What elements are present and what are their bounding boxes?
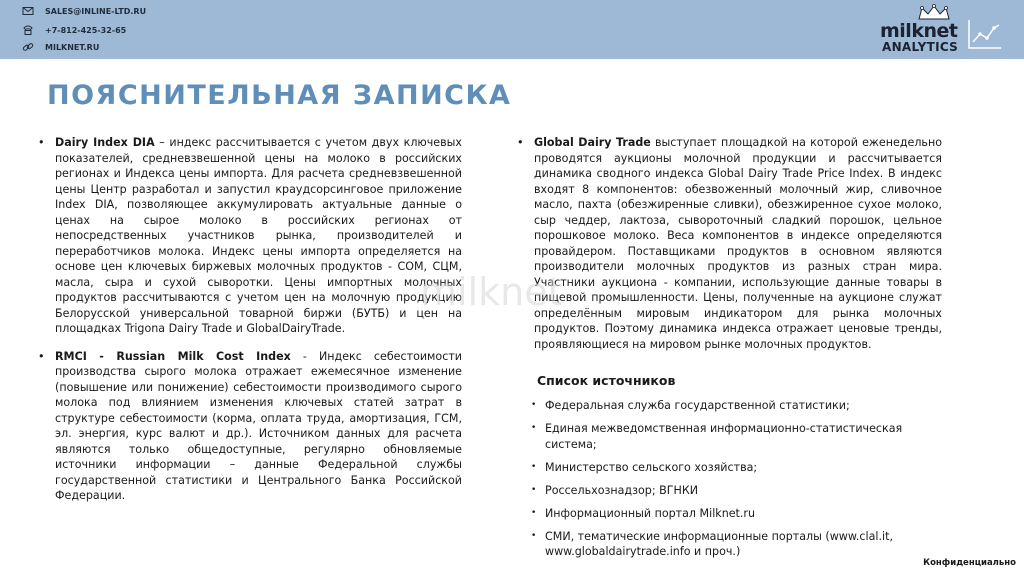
source-item: [531, 529, 951, 560]
milknet-logo[interactable]: [868, 4, 1018, 56]
sources-list: [531, 398, 951, 567]
bullet: •: [531, 400, 537, 410]
line-chart-icon: [967, 18, 1003, 50]
source-text: СМИ, тематические информационные порталы (www.clal.it, www.globaldairytrade.info и проч.): [545, 529, 893, 558]
list-item: [38, 135, 462, 337]
watermark: milknet: [420, 270, 563, 314]
phone-contact[interactable]: [22, 23, 126, 37]
page-title: ПОЯСНИТЕЛЬНАЯ ЗАПИСКА: [47, 80, 512, 111]
source-text: Министерство сельского хозяйства;: [545, 460, 758, 474]
bullet: •: [38, 349, 45, 363]
source-text: Информационный портал Milknet.ru: [545, 506, 756, 520]
term-gdt: Global Dairy Trade: [534, 136, 651, 149]
phone-icon: [22, 24, 34, 36]
header-bar: [0, 0, 1024, 59]
definition-gdt: выступает площадкой на которой еженедельно проводятся аукционы молочной продукции и рассчитывается динамика сводного индекса Global Dairy Trade Price Index. В индекс входят 8 компонентов: обезвоженный молочный жир, сливочное масло, пахта (обезжиренные сливки), обезжиренное сухое молоко, сыр чеддер, лактоза, сывороточный сладкий порошок, цельное порошковое молоко. Веса компонентов в индексе определяются провайдером. Поставщиками продуктов в основном являются производители молочных продуктов из разных стран мира. Участники аукциона - компании, использующие данные товары в пищевой промышленности. Цены, полученные на аукционе служат определённым мировым индикатором для рынка молочных продуктов. Поэтому динамика индекса отражает ценовые тренды, проявляющиеся на мировом рынке молочных продуктов.: [534, 136, 942, 351]
list-item: [517, 135, 942, 352]
bullet: •: [531, 530, 537, 541]
bullet: •: [531, 507, 537, 518]
bullet: •: [531, 461, 537, 472]
bullet: •: [531, 423, 537, 433]
source-item: [531, 421, 951, 452]
source-item: [531, 398, 951, 414]
bullet: •: [38, 136, 45, 149]
sources-heading: Список источников: [537, 373, 676, 388]
definition-rmci: - Индекс себестоимости производства сырого молока отражает ежемесячное изменение (повышение или понижение) себестоимости производимого сырого молока под влиянием изменения ключевых статей затрат в структуре себестоимости (корма, оплата труда, амортизация, ГСМ, эл. энергия, курс валют и др.). Источником данных для расчета являются только общедоступные, регулярно обновляемые источники информации – данные Федеральной службы государственной статистики и Центрального Банка Российской Федерации.: [55, 349, 462, 502]
source-text: Россельхознадзор; ВГНКИ: [545, 483, 698, 497]
website-text: MILKNET.RU: [45, 42, 100, 52]
bullet: •: [517, 136, 524, 149]
website-contact[interactable]: [22, 40, 99, 54]
source-text: Единая межведомственная информационно-статистическая система;: [545, 422, 903, 451]
bullet: •: [531, 484, 537, 495]
left-column: [38, 135, 462, 516]
mail-icon: [22, 5, 34, 17]
link-icon: [22, 41, 34, 53]
source-text: Федеральная служба государственной статистики;: [545, 399, 850, 412]
logo-subtitle: ANALYTICS: [882, 40, 959, 54]
phone-text: +7-812-425-32-65: [45, 25, 127, 35]
source-item: [531, 483, 951, 499]
logo-wordmark: milknet: [880, 20, 958, 42]
definition-dia: – индекс рассчитывается с учетом двух ключевых показателей, средневзвешенной цены на молоко в российских регионах и Индекса цены импорта. Для расчета средневзвешенной цены Центр разработал и запустил краудсорсинговое приложение Index DIA, позволяющее аккумулировать актуальные данные о ценах на сырое молоко в российских регионах от непосредственных участников рынка, производителей и переработчиков молока. Индекс цены импорта определяется на основе цен ключевых биржевых молочных продуктов - СОМ, СЦМ, масла, сыра и сухой сыворотки. Цены импортных молочных продуктов рассчитываются с учетом цен на молочную продукцию Белорусской универсальной товарной биржи (БУТБ) и цен на площадках Trigona Dairy Trade и GlobalDairyTrade.: [55, 136, 462, 335]
source-item: [531, 460, 951, 476]
email-contact[interactable]: [22, 4, 146, 18]
term-dia: Dairy Index DIA: [55, 136, 155, 149]
email-text: SALES@INLINE-LTD.RU: [45, 6, 147, 16]
term-rmci: RMCI - Russian Milk Cost Index: [55, 349, 291, 363]
right-column: [517, 135, 942, 364]
list-item: [38, 349, 462, 504]
source-item: [531, 506, 951, 522]
confidential-label: Конфиденциально: [923, 558, 1016, 568]
